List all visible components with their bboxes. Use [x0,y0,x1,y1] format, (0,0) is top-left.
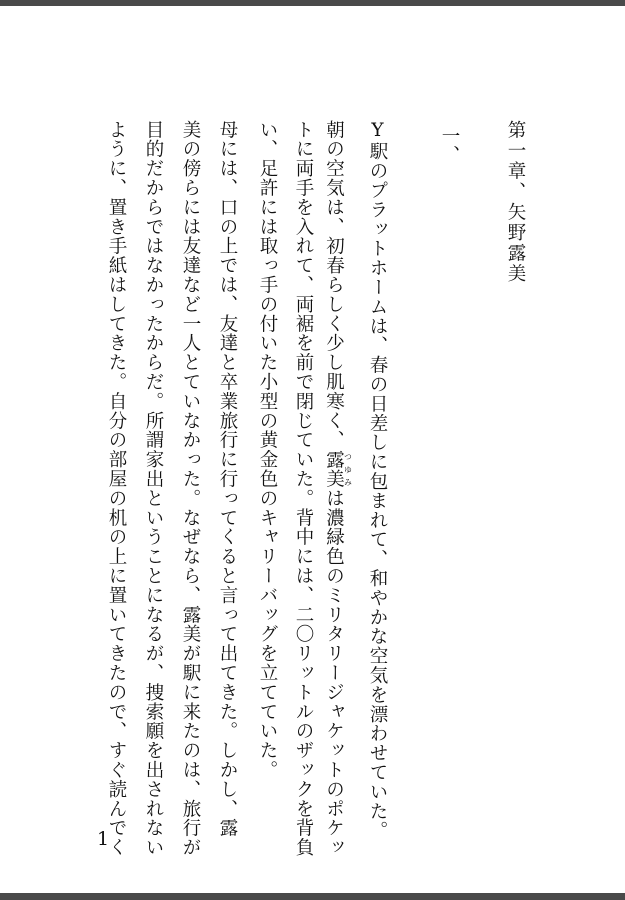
text-line-3: トに両手を入れて、両裾を前で閉じていた。背中には、二〇リットルのザックを背負 [293,120,314,858]
text-line-6: 美の傍らには友達など一人とていなかった。なぜなら、露美が駅に来たのは、旅行が [180,120,201,858]
text-line-7: 目的だからではなかったからだ。所謂家出ということになるが、捜索願を出されない [143,120,164,858]
furigana-name [323,449,353,489]
text-line-2-start: 朝の空気は、初春らしく少し肌寒く、 [323,120,345,450]
ruby-base: 露美 [323,449,345,489]
text-line-5: 母には、口の上では、友達と卒業旅行に行ってくると言って出てきた。しかし、露 [217,120,238,838]
ruby-reading: つゆみ [343,449,353,489]
text-line-8: ように、置き手紙はしてきた。自分の部屋の机の上に置いてきたので、すぐ読んでく [106,120,127,858]
bottom-border [0,893,625,900]
text-line-4: い、足許には取っ手の付いた小型の黄金色のキャリーバッグを立てていた。 [257,120,278,780]
text-line-2 [323,120,353,858]
text-line-1: Y駅のプラットホームは、春の日差しに包まれて、和やかな空気を漂わせていた。 [367,120,388,841]
chapter-title: 第一章、矢野露美 [505,120,526,284]
page [0,6,625,893]
text-line-2-end: は濃緑色のミリタリージャケットのポケッ [323,488,345,858]
section-heading: 一、 [439,126,460,165]
page-number: 1 [97,828,110,850]
